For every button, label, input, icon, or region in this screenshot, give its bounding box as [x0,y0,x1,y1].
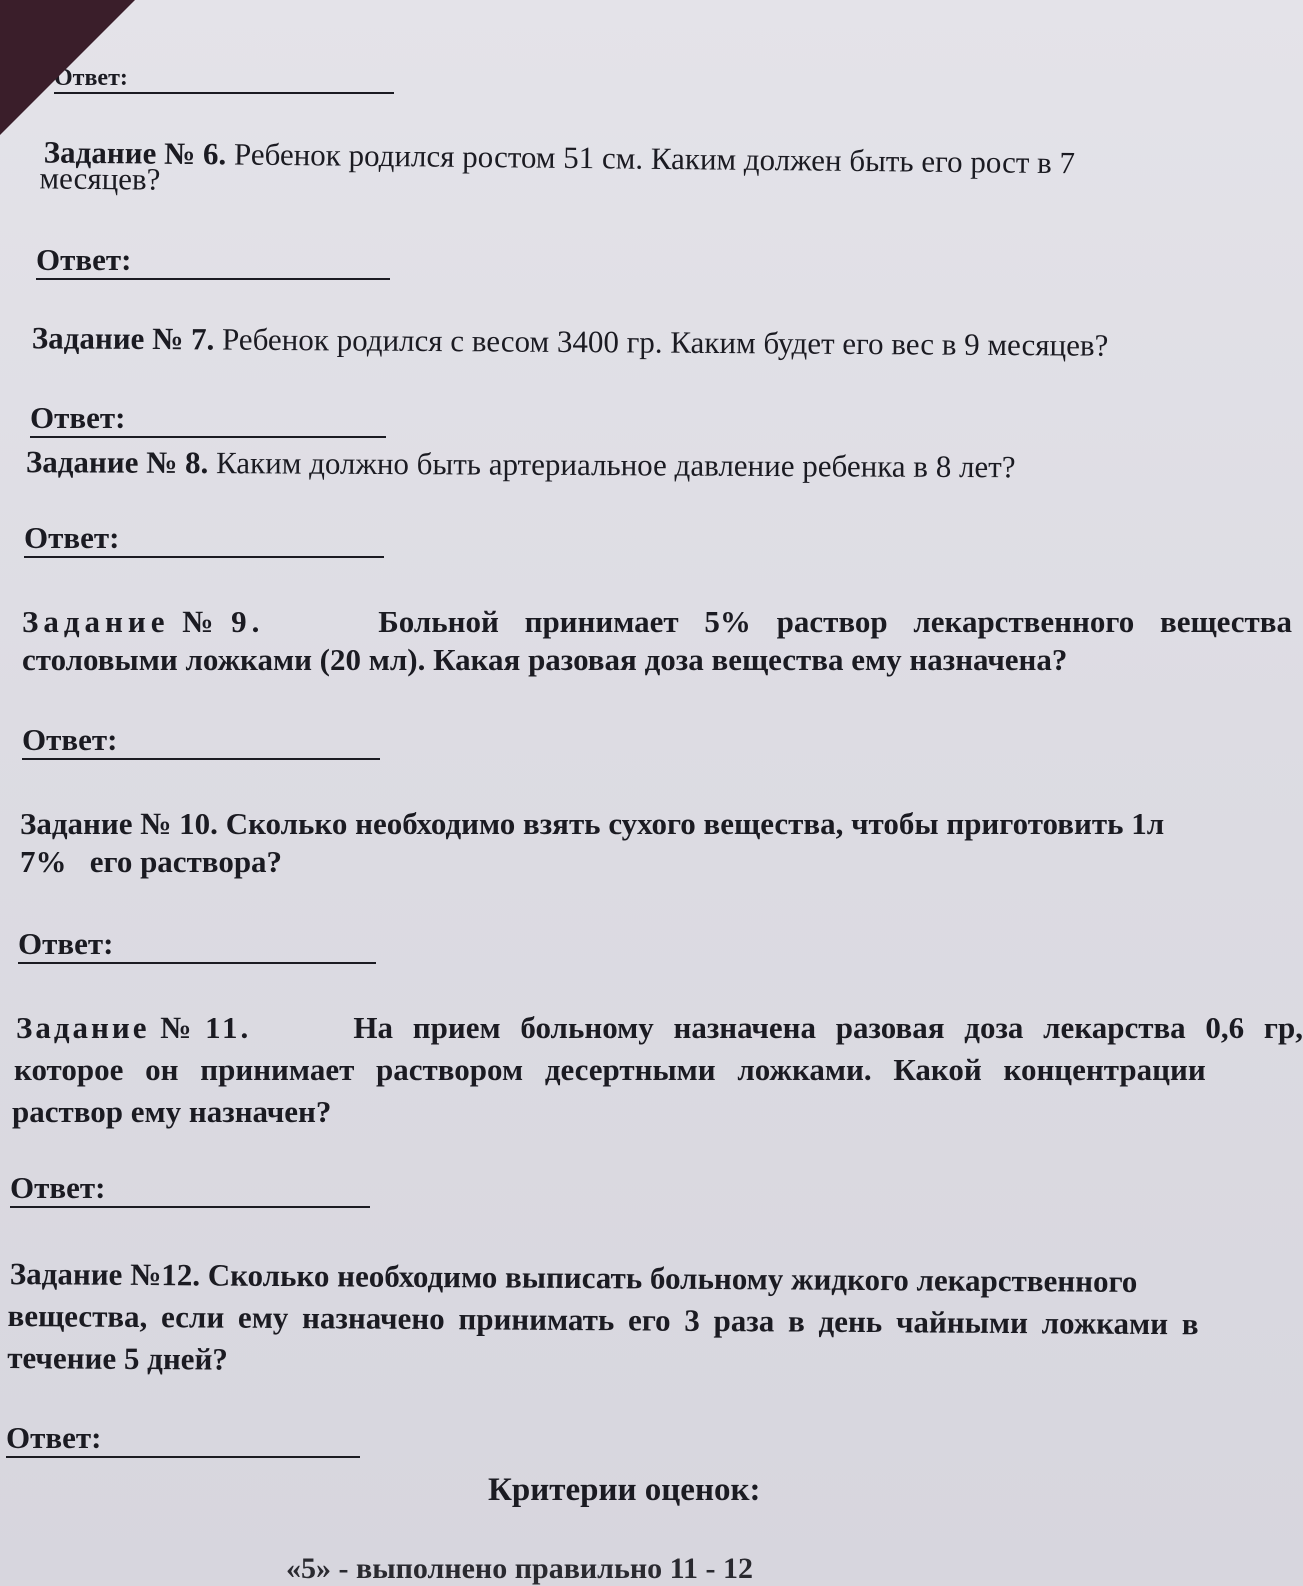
task-number: Задание № 9. [22,604,265,639]
answer-label: Ответ: [24,520,384,558]
task-text: На прием больному назначена разовая доза лекарства 0,6 гр, [353,1010,1303,1045]
answer-8 [0,520,1303,558]
task-number: Задание №12. [9,1256,201,1293]
answer-label: Ответ: [18,926,376,964]
answer-7 [0,400,1303,438]
task-text: месяцев? [39,160,161,197]
task-number: Задание № 7. [31,320,215,357]
answer-5 [0,64,1303,94]
answer-label: Ответ: [22,722,380,760]
criteria-title: Критерии оценок: [488,1472,761,1508]
answer-label: Ответ: [30,400,386,438]
answer-label: Ответ: [54,64,394,94]
task-text: столовыми ложками (20 мл). Какая разовая доза вещества ему назначена? [22,642,1068,677]
task-text: раствор ему назначен? [12,1094,332,1129]
task-number: Задание № 8. [25,444,209,481]
answer-10 [0,926,1303,964]
task-text: Каким должно быть артериальное давление ребенка в 8 лет? [215,445,1016,485]
task-6 [0,132,1303,212]
answer-12 [0,1420,1303,1458]
task-number: Задание № 10. [20,806,218,841]
task-8 [0,442,1303,489]
background-corner [0,0,135,135]
answer-label: Ответ: [10,1170,370,1208]
criteria-line-partial: «5» - выполнено правильно 11 - 12 [286,1552,753,1585]
task-text: которое он принимает раствором десертными ложками. Какой концентрации [14,1052,1206,1087]
answer-label: Ответ: [36,242,390,280]
task-text: Сколько необходимо выписать больному жидкого лекарственного [207,1257,1138,1299]
task-10 [0,804,1303,882]
task-text: Сколько необходимо взять сухого вещества, чтобы приготовить 1л [225,806,1165,841]
answer-9 [0,722,1303,760]
task-text: вещества, если ему назначено принимать его 3 раза в день чайными ложками в [7,1298,1199,1342]
task-12 [0,1254,1303,1387]
task-number: Задание № 6. [43,134,227,172]
task-text: 7% его раствора? [20,844,283,879]
task-text: течение 5 дней? [7,1340,229,1377]
answer-6 [0,242,1303,280]
task-number: Задание № 11. [16,1010,252,1045]
task-text: Ребенок родился с весом 3400 гр. Каким будет его вес в 9 месяцев? [221,321,1109,363]
answer-11 [0,1170,1303,1208]
task-text: Больной принимает 5% раствор лекарственного вещества [378,604,1292,639]
task-text: Ребенок родился ростом 51 см. Каким должен быть его рост в 7 [233,136,1076,181]
answer-label: Ответ: [6,1420,360,1458]
task-9 [0,602,1303,680]
task-7 [0,318,1303,367]
task-11 [0,1008,1303,1132]
